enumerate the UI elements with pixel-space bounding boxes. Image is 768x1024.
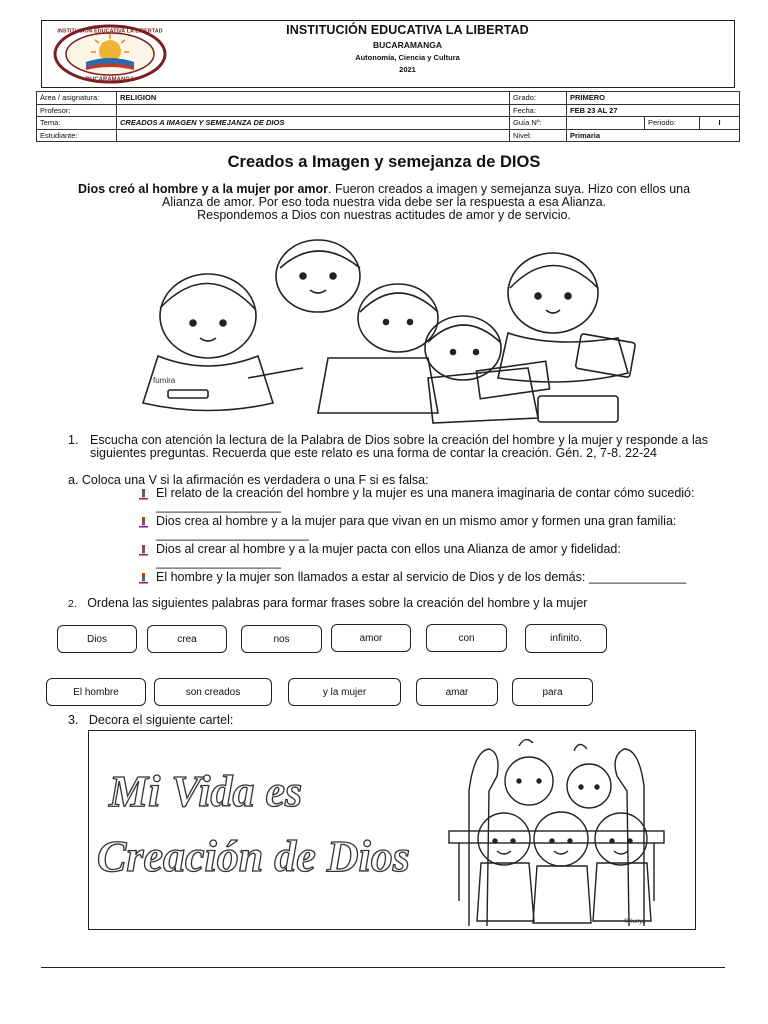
info-table (36, 91, 740, 142)
grado-label: Grado: (510, 92, 567, 105)
fecha-label: Fecha: (510, 104, 567, 117)
school-logo (52, 24, 168, 84)
info-row-tema (37, 117, 740, 130)
q2-text: Ordena las siguientes palabras para formar frases sobre la creación del hombre y la mujer (87, 596, 588, 610)
page-title: Creados a Imagen y semejanza de DIOS (227, 153, 541, 171)
q3-text: Decora el siguiente cartel: (88, 713, 234, 727)
nivel-label: Nivel: (510, 129, 567, 142)
poster-artwork (89, 731, 695, 929)
word-card[interactable]: crea (147, 625, 227, 653)
area-value: RELIGION (117, 92, 510, 105)
info-row-estudiante (37, 129, 740, 142)
statement-4 (138, 571, 698, 584)
pencil-bullet-icon (138, 573, 149, 584)
pencil-bullet-icon (138, 517, 149, 528)
periodo-label: Periodo: (645, 117, 700, 130)
guia-value[interactable] (567, 117, 645, 130)
statement-1-text: El relato de la creación del hombre y la mujer es una manera imaginaria de contar cómo sucedió: __________________ (156, 486, 695, 513)
poster-line2: Creación de Dios (97, 832, 410, 881)
estudiante-value[interactable] (117, 129, 510, 142)
intro-line3: Respondemos a Dios con nuestras actitudes de amor y de servicio. (197, 208, 571, 222)
profesor-label: Profesor: (37, 104, 117, 117)
q1-text: Escucha con atención la lectura de la Palabra de Dios sobre la creación del hombre y la mujer y responde a las siguientes preguntas. Recuerda que este relato es una forma de contar la creación. Gén. 2, 7-8. 22-24 (90, 433, 708, 460)
statement-4-text: El hombre y la mujer son llamados a estar al servicio de Dios y de los demás: ______________ (156, 570, 687, 584)
year: 2021 (399, 65, 416, 74)
word-card[interactable]: y la mujer (288, 678, 401, 706)
word-card[interactable]: para (512, 678, 593, 706)
guia-label: Guía Nº: (510, 117, 567, 130)
profesor-value[interactable] (117, 104, 510, 117)
tema-label: Tema: (37, 117, 117, 130)
statement-1 (138, 487, 698, 513)
illustration-credit: fumira (153, 376, 176, 385)
statement-2-text: Dios crea al hombre y a la mujer para que vivan en un mismo amor y formen una gran familia: ______________________ (156, 514, 677, 541)
nivel-value: Primaria (567, 129, 740, 142)
word-card[interactable]: amor (331, 624, 411, 652)
city: BUCARAMANGA (373, 40, 442, 50)
estudiante-label: Estudiante: (37, 129, 117, 142)
intro-bold: Dios creó al hombre y a la mujer por amor (77, 182, 329, 196)
statement-2 (138, 515, 698, 541)
intro-rest: . Fueron creados a imagen y semejanza suya. Hizo con ellos una Alianza de amor. Por eso toda nuestra vida debe ser la respuesta a esa Alianza. (161, 182, 691, 209)
question-a: a. Coloca una V si la afirmación es verdadera o una F si es falsa: (68, 473, 429, 487)
intro-paragraph (60, 183, 708, 222)
q2-number: 2. (68, 598, 77, 610)
word-card[interactable]: Dios (57, 625, 137, 653)
area-label: Área / asignatura: (37, 92, 117, 105)
q3-number: 3. (68, 713, 79, 727)
poster-credit: ©Xunya (624, 919, 646, 925)
children-coloring-illustration (98, 238, 678, 428)
word-card[interactable]: El hombre (46, 678, 146, 706)
word-card[interactable]: amar (416, 678, 498, 706)
info-row-area (37, 92, 740, 105)
question-1 (68, 434, 708, 460)
q1-number: 1. (68, 433, 79, 447)
periodo-value: I (700, 117, 740, 130)
bottom-divider (41, 967, 725, 968)
word-card[interactable]: infinito. (525, 624, 607, 653)
fecha-value: FEB 23 AL 27 (567, 104, 740, 117)
question-2 (68, 597, 708, 611)
poster-line1: Mi Vida es (109, 767, 303, 816)
logo-text-top: INSTITUCION EDUCATIVA LA LIBERTAD (57, 28, 163, 35)
info-row-profesor (37, 104, 740, 117)
poster-children-illustration (449, 740, 664, 926)
word-card[interactable]: nos (241, 625, 322, 653)
pencil-bullet-icon (138, 489, 149, 500)
word-card[interactable]: con (426, 624, 507, 652)
logo-text-bottom: BUCARAMANGA (85, 77, 135, 83)
statement-3-text: Dios al crear al hombre y a la mujer pacta con ellos una Alianza de amor y fidelidad: __________________ (156, 542, 621, 569)
pencil-bullet-icon (138, 545, 149, 556)
word-card[interactable]: son creados (154, 678, 272, 706)
statement-3 (138, 543, 698, 569)
question-3 (68, 714, 468, 727)
motto: Autonomía, Ciencia y Cultura (355, 53, 460, 62)
grado-value: PRIMERO (567, 92, 740, 105)
tema-value: CREADOS A IMAGEN Y SEMEJANZA DE DIOS (117, 117, 510, 130)
institution-name: INSTITUCIÓN EDUCATIVA LA LIBERTAD (286, 23, 529, 37)
